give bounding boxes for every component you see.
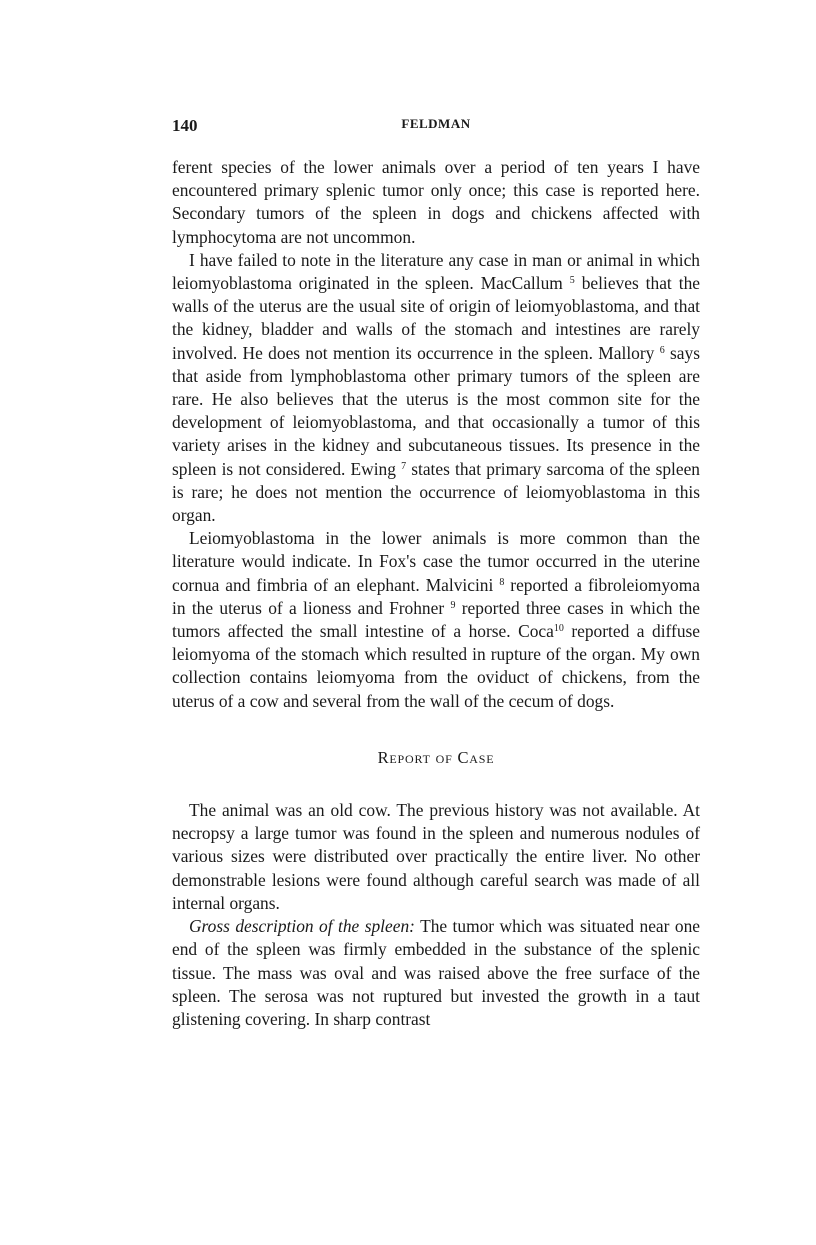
reference-number: 8 [499,576,505,588]
paragraph-text: The tumor which was situated near one end of the spleen was firmly embedded in the substance of the splenic tissue. The mass was oval and was raised above the free surface of the spleen. The serosa was not ruptured but invested the growth in a taut glistening covering. In sharp contrast [172,916,700,1029]
paragraph-text: states that primary sarcoma of the spleen is rare; he does not mention the occurrence of leiomyoblastoma in this organ. [172,458,701,526]
paragraph-text: reported a diffuse leiomyoma of the stomach which resulted in rupture of the organ. My own collection contains leiomyoma from the oviduct of chickens, from the uterus of a cow and several from the wall of the cecum of dogs. [172,621,700,711]
paragraph-text: believes that the walls of the uterus are the usual site of origin of leiomyoblastoma, and that the kidney, bladder and walls of the stomach and intestines are rarely involved. He does not mention its occurrence in the spleen. Mallory [172,273,700,363]
article-body [172,156,700,1031]
section-heading: Report of Case [377,747,495,767]
reference-number: 10 [553,623,564,635]
document-page [172,110,700,1031]
reference-number: 6 [659,344,665,356]
reference-number: 5 [569,275,575,287]
paragraph [172,915,700,1031]
running-head [172,110,700,136]
paragraph-text: Leiomyoblastoma in the lower animals is more common than the literature would indicate. In Fox's case the tumor occurred in the uterine cornua and fimbria of an elephant. Malvicini [172,528,700,595]
paragraph-text: says that aside from lymphoblastoma other primary tumors of the spleen are rare. He also believes that the uterus is the most common site for the development of leiomyoblastoma, and that occasionally a tumor of this variety arises in the kidney and subcutaneous tissues. Its presence in the spleen is not considered. Ewing [172,342,700,479]
paragraph-text: The animal was an old cow. The previous history was not available. At necropsy a large tumor was found in the spleen and numerous nodules of various sizes were distributed over practically the entire liver. No other demonstrable lesions were found although careful search was made of all internal organs. [172,800,700,913]
page-number: 140 [172,116,198,135]
paragraph-text: reported a fibroleiomyoma in the uterus of a lioness and Frohner [172,574,700,618]
paragraph-text: ferent species of the lower animals over a period of ten years I have encountered primary splenic tumor only once; this case is reported here. Secondary tumors of the spleen in dogs and chickens affected with lymphocytoma are not uncommon. [172,157,700,247]
paragraph [172,527,700,713]
paragraph [172,249,700,527]
run-in-heading: Gross description of the spleen: [189,916,415,937]
paragraph-text: I have failed to note in the literature any case in man or animal in which leiomyoblastoma originated in the spleen. MacCallum [172,249,700,294]
intro-section [172,156,700,713]
case-report-section [172,799,700,1031]
reference-number: 9 [450,599,456,611]
paragraph [172,799,700,915]
running-title: FELDMAN [401,116,471,131]
paragraph [172,156,700,249]
paragraph-text: reported three cases in which the tumors affected the small intestine of a horse. Coca [172,597,700,642]
reference-number: 7 [401,460,407,472]
